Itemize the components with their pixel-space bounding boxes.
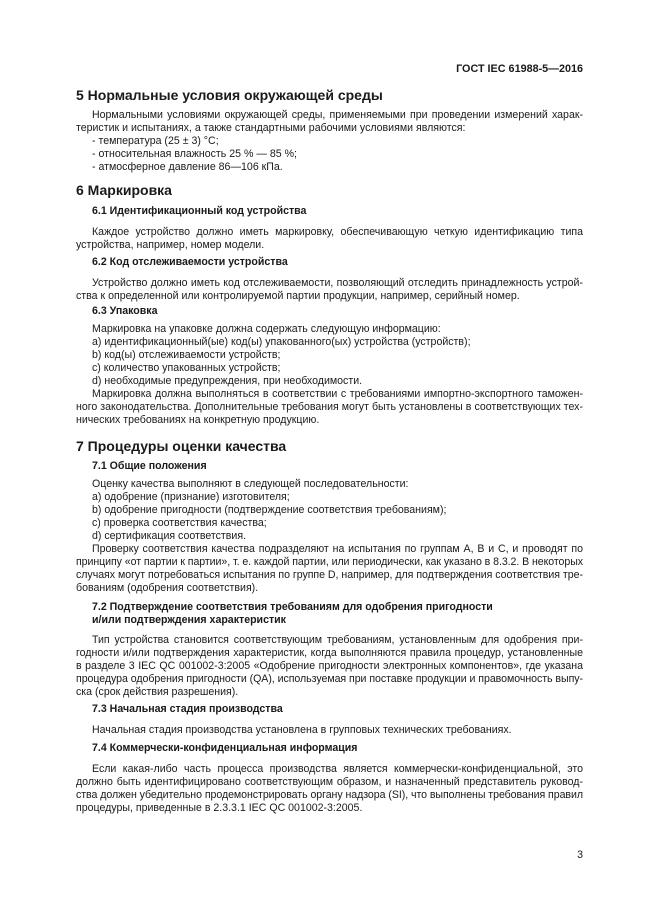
text-line-box — [92, 478, 583, 491]
text-line: Устройство должно иметь код отслеживаемости, позволяющий отследить принадлежность устрой- — [92, 276, 583, 289]
text-line: Маркировка на упаковке должна содержать следующую информацию: — [92, 322, 441, 335]
text-line-box — [92, 388, 583, 401]
text-line: 6.3 Упаковка — [92, 304, 158, 317]
text-line-box — [76, 556, 583, 569]
text-line-box — [92, 601, 583, 614]
text-line: Тип устройства становится соответствующим требованиям, установленным для одобрения при- — [92, 633, 583, 646]
text-line-box — [92, 517, 583, 530]
text-line-box — [76, 776, 583, 789]
text-line-box — [92, 460, 583, 473]
text-line-box — [92, 362, 583, 375]
text-line-box — [92, 375, 583, 388]
text-line: устройства, например, номер модели. — [76, 238, 265, 251]
text-line-box — [76, 239, 583, 252]
text-line: бованиям (одобрения соответствия). — [76, 581, 259, 594]
text-line-box — [76, 660, 583, 673]
text-line-box — [92, 305, 583, 318]
text-line-box — [76, 582, 583, 595]
document-header: ГОСТ IEC 61988-5—2016 — [456, 63, 583, 75]
text-line: Если какая-либо часть процесса производства является коммерчески-конфиденциальной, это — [92, 762, 583, 775]
text-line: ства к определенной или контролируемой партии продукции, например, серийный номер. — [76, 289, 520, 302]
text-line-box — [92, 148, 583, 161]
text-line-box — [92, 742, 583, 755]
text-line: c) количество упакованных устройств; — [92, 361, 281, 374]
text-line-box — [92, 614, 583, 627]
text-line-box — [76, 414, 583, 427]
text-line-box — [76, 122, 583, 135]
text-line: процедура одобрения пригодности (QA), используемая при поставке продукции и правомочность выпу- — [76, 672, 583, 685]
text-line-box — [76, 401, 583, 414]
text-line: Каждое устройство должно иметь маркировку, обеспечивающую четкую идентификацию типа — [92, 225, 583, 238]
text-line: - температура (25 ± 3) °С; — [92, 134, 219, 147]
text-line: Маркировка должна выполняться в соответствии с требованиями импортно-экспортного таможен- — [92, 387, 583, 400]
text-line: и/или подтверждения характеристик — [92, 613, 286, 626]
text-line: 7.2 Подтверждение соответствия требованиям для одобрения пригодности — [92, 600, 493, 613]
text-line-box — [76, 789, 583, 802]
text-line: процедуры, приведенные в 2.3.3.1 IEC QC 001002-3:2005. — [76, 801, 363, 814]
text-line-box — [76, 290, 583, 303]
text-line: ска (срок действия разрешения). — [76, 685, 239, 698]
text-line-box — [92, 703, 583, 716]
text-line-box — [76, 647, 583, 660]
text-line-box — [92, 277, 583, 290]
text-line: d) сертификация соответствия. — [92, 529, 247, 542]
text-line: в разделе 3 IEC QC 001002-3:2005 «Одобрение пригодности электронных компонентов», где указана — [76, 659, 583, 672]
text-line-box — [76, 673, 583, 686]
text-line: нических требованиях на конкретную продукцию. — [76, 413, 320, 426]
text-line: c) проверка соответствия качества; — [92, 516, 267, 529]
text-line-box — [92, 491, 583, 504]
text-line: 7 Процедуры оценки качества — [76, 438, 287, 454]
text-line: Проверку соответствия качества подразделяют на испытания по группам А, В и С, и проводят по — [92, 542, 583, 555]
text-line-box — [92, 634, 583, 647]
text-line-box — [92, 256, 583, 269]
text-line-box — [76, 686, 583, 699]
text-line-box — [92, 724, 583, 737]
text-line-box — [92, 336, 583, 349]
text-line-box — [92, 135, 583, 148]
text-line-box — [92, 530, 583, 543]
text-line: 7.1 Общие положения — [92, 459, 207, 472]
text-line: 6.2 Код отслеживаемости устройства — [92, 255, 288, 268]
text-line: Нормальными условиями окружающей среды, применяемыми при проведении измерений харак- — [92, 108, 583, 121]
text-line: 6.1 Идентификационный код устройства — [92, 204, 307, 217]
text-line: a) идентификационный(ые) код(ы) упакованного(ых) устройства (устройств); — [92, 335, 471, 348]
text-line-box — [92, 504, 583, 517]
text-line-box — [92, 161, 583, 174]
text-line: 7.3 Начальная стадия производства — [92, 702, 283, 715]
text-line: a) одобрение (признание) изготовителя; — [92, 490, 290, 503]
text-line-box — [76, 438, 583, 454]
text-line: Оценку качества выполняют в следующей последовательности: — [92, 477, 409, 490]
text-line: ства должен убедительно продемонстрировать органу надзора (SI), что выполнены требования правил — [76, 788, 583, 801]
text-line: теристик и испытаниях, а также стандартными рабочими условиями являются: — [76, 121, 466, 134]
text-line: годности и/или подтверждения характеристик, когда выполняются правила процедур, установленные — [76, 646, 583, 659]
text-line: b) одобрение пригодности (подтверждение соответствия требованиям); — [92, 503, 447, 516]
text-line: b) код(ы) отслеживаемости устройств; — [92, 348, 281, 361]
text-line-box — [76, 182, 583, 198]
text-line: - относительная влажность 25 % — 85 %; — [92, 147, 297, 160]
text-line: принципу «от партии к партии», т. е. каждой партии, или периодически, как указано в 8.3.2. В некоторых — [76, 555, 583, 568]
text-line-box — [92, 763, 583, 776]
text-line-box — [92, 323, 583, 336]
page-number: 3 — [577, 849, 583, 861]
text-line: Начальная стадия производства установлена в групповых технических требованиях. — [92, 723, 512, 736]
text-line-box — [76, 802, 583, 815]
text-line-box — [92, 226, 583, 239]
text-line: случаях могут потребоваться испытания по группе D, например, для подтверждения соответствия тре- — [76, 568, 583, 581]
text-line: 6 Маркировка — [76, 182, 172, 198]
text-line: 7.4 Коммерчески-конфиденциальная информация — [92, 741, 358, 754]
text-line: d) необходимые предупреждения, при необходимости. — [92, 374, 363, 387]
text-line: должно быть идентифицировано соответствующим образом, и назначенный представитель руковод- — [76, 775, 583, 788]
text-line: ного законодательства. Дополнительные требования могут быть установлены в соответствующих тех- — [76, 400, 583, 413]
text-line-box — [76, 569, 583, 582]
text-line-box — [92, 349, 583, 362]
text-line-box — [92, 205, 583, 218]
text-line-box — [76, 87, 583, 103]
text-line-box — [92, 543, 583, 556]
text-line: - атмосферное давление 86—106 кПа. — [92, 160, 283, 173]
text-line-box — [92, 109, 583, 122]
text-line: 5 Нормальные условия окружающей среды — [76, 87, 383, 103]
